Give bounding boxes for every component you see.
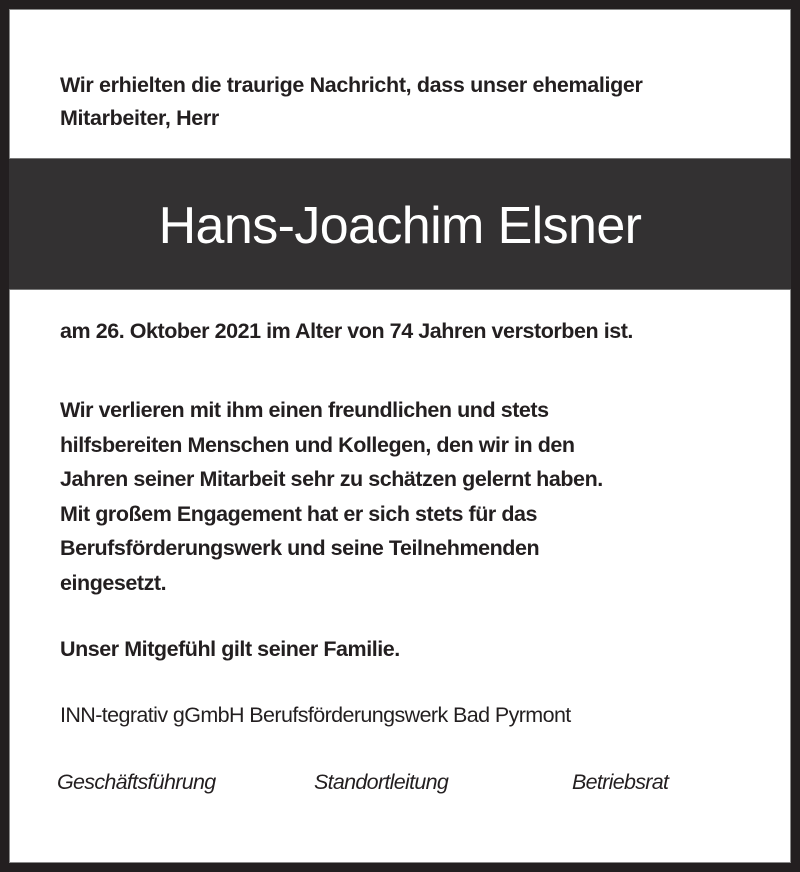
signatory-management: Geschäftsführung bbox=[57, 770, 216, 794]
tribute-line: eingesetzt. bbox=[60, 570, 167, 595]
tribute-line: Wir verlieren mit ihm einen freundlichen und stets bbox=[60, 398, 549, 422]
tribute-line: Jahren seiner Mitarbeit sehr zu schätzen gelernt haben. bbox=[60, 467, 603, 491]
tribute-line: Mit großem Engagement hat er sich stets für das bbox=[60, 501, 538, 526]
intro-text bbox=[60, 69, 780, 135]
intro-line: Mitarbeiter, Herr bbox=[60, 106, 219, 130]
intro-line: Wir erhielten die traurige Nachricht, dass unser ehemaliger bbox=[60, 73, 643, 97]
death-date-line: am 26. Oktober 2021 im Alter von 74 Jahren verstorben ist. bbox=[60, 319, 633, 343]
tribute-line: hilfsbereiten Menschen und Kollegen, den wir in den bbox=[60, 432, 575, 457]
signatory-site-management: Standortleitung bbox=[314, 770, 449, 794]
tribute-line: Berufsförderungswerk und seine Teilnehmenden bbox=[60, 536, 540, 560]
signatories-list bbox=[9, 766, 791, 806]
name-banner bbox=[9, 158, 791, 290]
condolence-text: Unser Mitgefühl gilt seiner Familie. bbox=[60, 637, 400, 661]
signatory-works-council: Betriebsrat bbox=[572, 770, 669, 794]
deceased-name: Hans-Joachim Elsner bbox=[158, 197, 642, 255]
organization-name: INN-tegrativ gGmbH Berufsförderungswerk Bad Pyrmont bbox=[60, 703, 571, 727]
obituary-notice bbox=[9, 9, 791, 863]
tribute-text bbox=[60, 393, 780, 600]
